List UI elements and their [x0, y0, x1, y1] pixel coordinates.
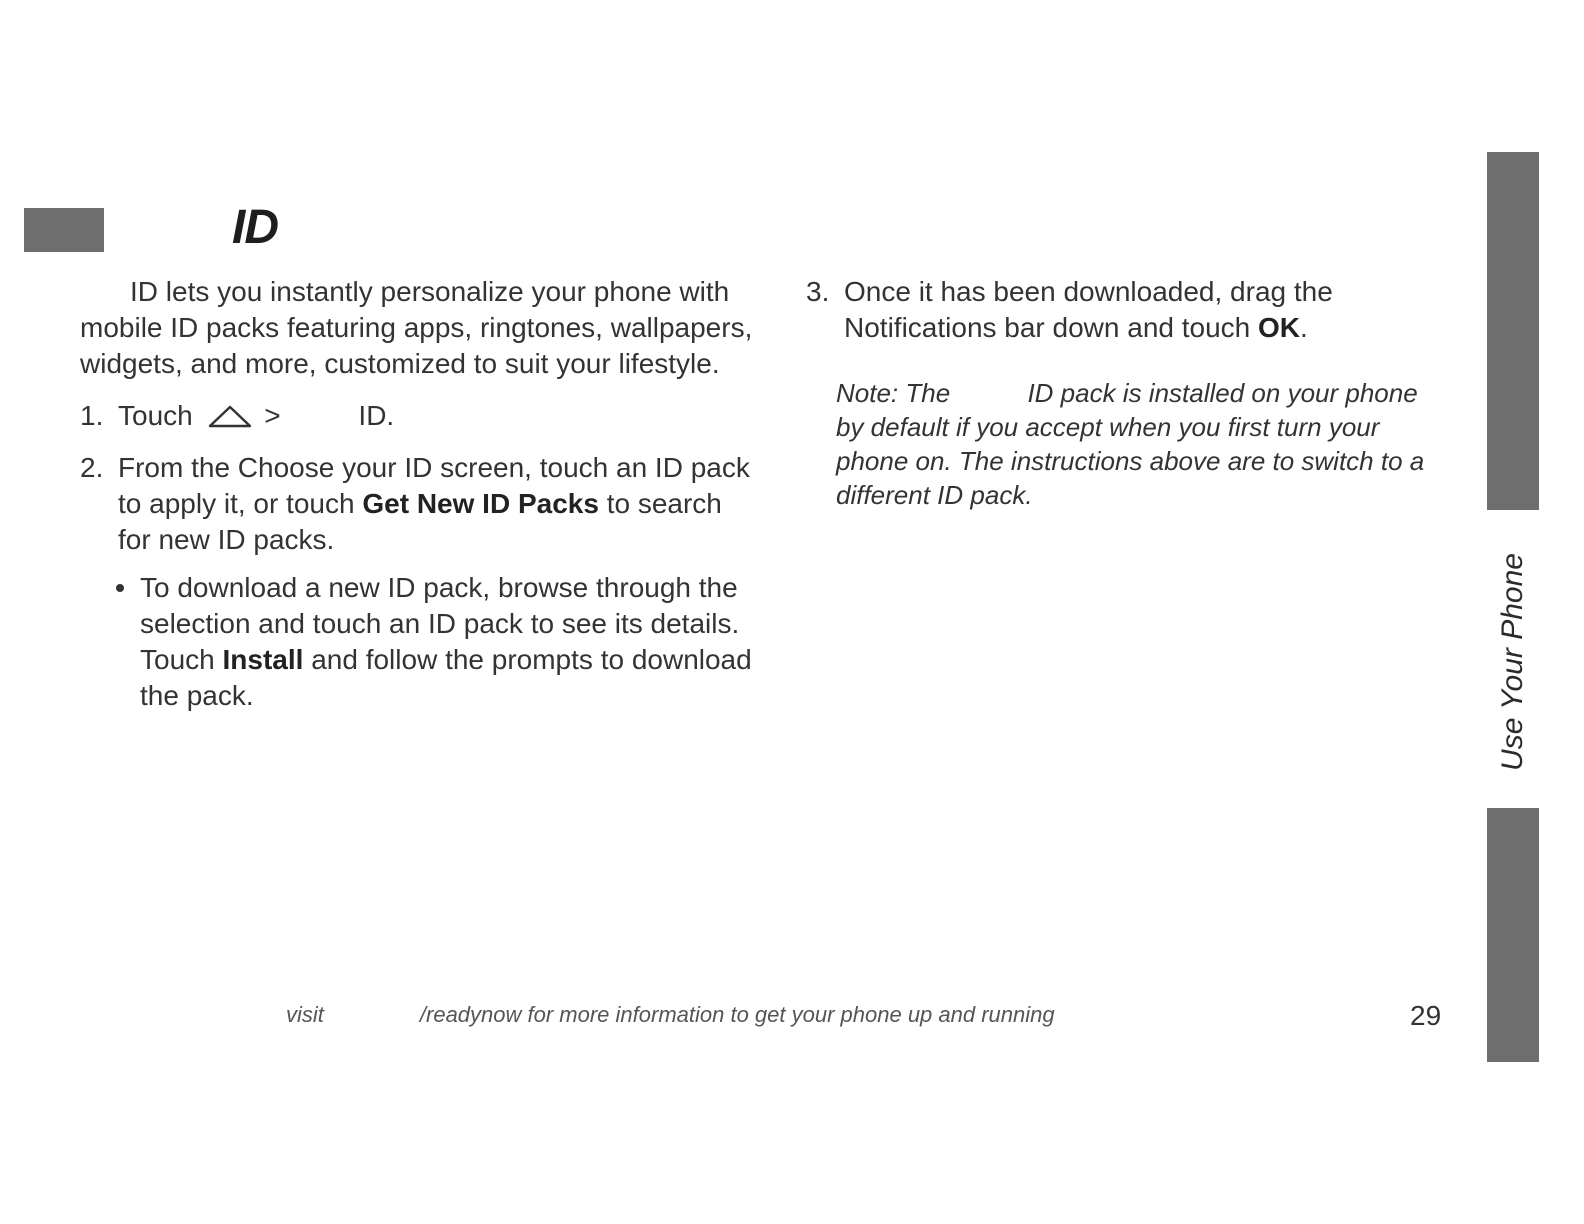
bullet-dot — [116, 584, 124, 592]
step-3-text-after: . — [1300, 312, 1308, 343]
section-title: ID — [232, 201, 278, 254]
intro-text: lets you instantly personalize your phone with mobile ID packs featuring apps, ringtones, wallpapers, widgets, and more, customized to suit your lifestyle. — [80, 276, 753, 379]
step-number: 3. — [806, 276, 830, 307]
side-tab-label: Use Your Phone — [1496, 553, 1529, 771]
ok-label: OK — [1258, 312, 1301, 343]
home-icon — [207, 402, 253, 438]
intro-lead: ID — [130, 276, 158, 307]
get-new-id-packs-label: Get New ID Packs — [362, 488, 599, 519]
intro-paragraph — [80, 274, 760, 382]
step-1-prefix: Touch — [118, 400, 193, 431]
bullet-text-after: and follow the prompts to download the pack. — [140, 644, 752, 711]
bullet-item — [80, 570, 760, 714]
step-3-text-before: Once it has been downloaded, drag the Notifications bar down and touch — [844, 276, 1333, 343]
step-number: 2. — [80, 452, 104, 483]
bullet-text-before: To download a new ID pack, browse through the selection and touch an ID pack to see its details. Touch — [140, 572, 740, 675]
note-text-b: ID pack is installed on your phone by default if you accept when you first turn your phone on. The instructions above are to switch to a different ID pack. — [836, 378, 1425, 510]
left-column — [80, 274, 760, 714]
heading-block — [24, 208, 104, 252]
footer — [286, 1002, 1055, 1028]
right-column — [806, 274, 1446, 512]
step-2 — [80, 450, 760, 558]
step-1-separator: > — [264, 400, 281, 431]
step-1 — [80, 398, 760, 438]
footer-prefix: visit — [286, 1002, 324, 1027]
page-number: 29 — [1410, 1000, 1442, 1031]
step-1-target: ID. — [358, 400, 395, 431]
step-number: 1. — [80, 400, 104, 431]
step-2-text-after: to search for new ID packs. — [118, 488, 722, 555]
step-2-text-before: From the Choose your ID screen, touch an ID pack to apply it, or touch — [118, 452, 750, 519]
install-label: Install — [222, 644, 304, 675]
note-label: Note: — [836, 378, 899, 408]
step-3 — [806, 274, 1446, 346]
note — [836, 376, 1446, 512]
footer-suffix: /readynow for more information to get your phone up and running — [419, 1002, 1055, 1027]
side-tab-top — [1487, 152, 1539, 510]
note-text-a: The — [905, 378, 951, 408]
side-tab-bottom — [1487, 808, 1539, 1062]
